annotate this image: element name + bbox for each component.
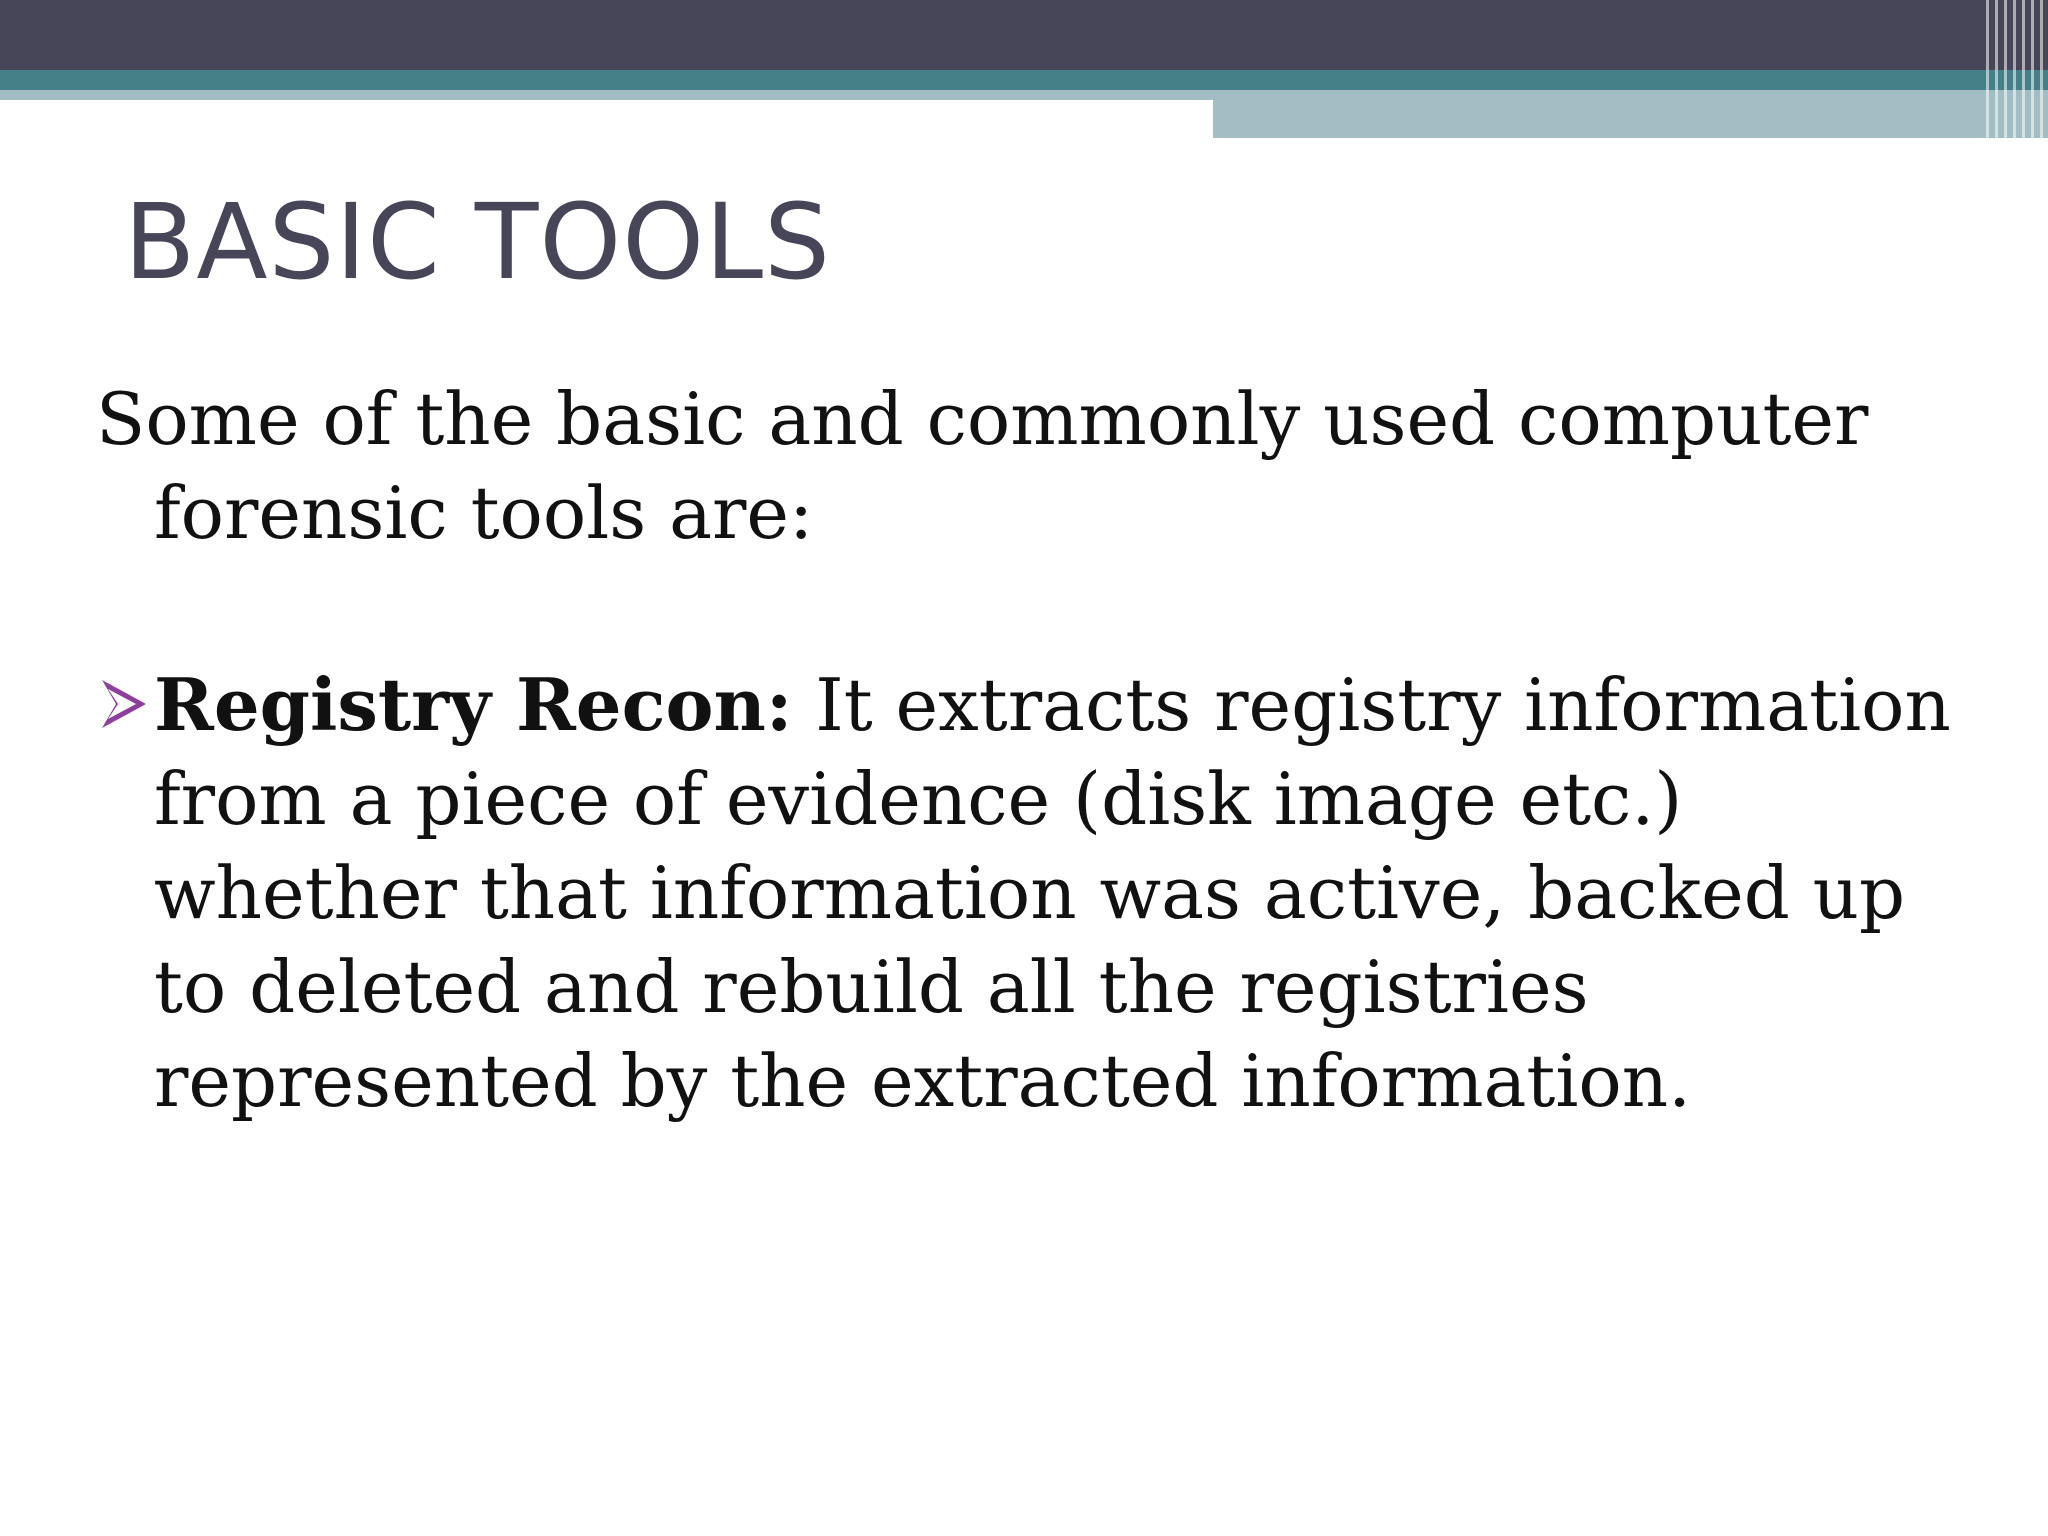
header-bar-teal [0, 70, 2048, 90]
bullet-description: It extracts registry information from a piece of evidence (disk image etc.) whether that information was active, backed up to deleted and rebuild all the registries represented by the extracted information. [154, 663, 1951, 1123]
header-bar-dark [0, 0, 2048, 70]
bullet-item [96, 658, 1976, 1128]
slide-body [96, 372, 1976, 1128]
header-bar-light-left [0, 90, 1213, 100]
slide-title: BASIC TOOLS [124, 181, 832, 303]
arrow-bullet-icon [98, 676, 150, 732]
header-bar-light-right [1213, 90, 2048, 138]
intro-text: Some of the basic and commonly used computer forensic tools are: [96, 377, 1869, 555]
bullet-term: Registry Recon: [154, 662, 793, 747]
header-stripes [1986, 0, 2048, 138]
